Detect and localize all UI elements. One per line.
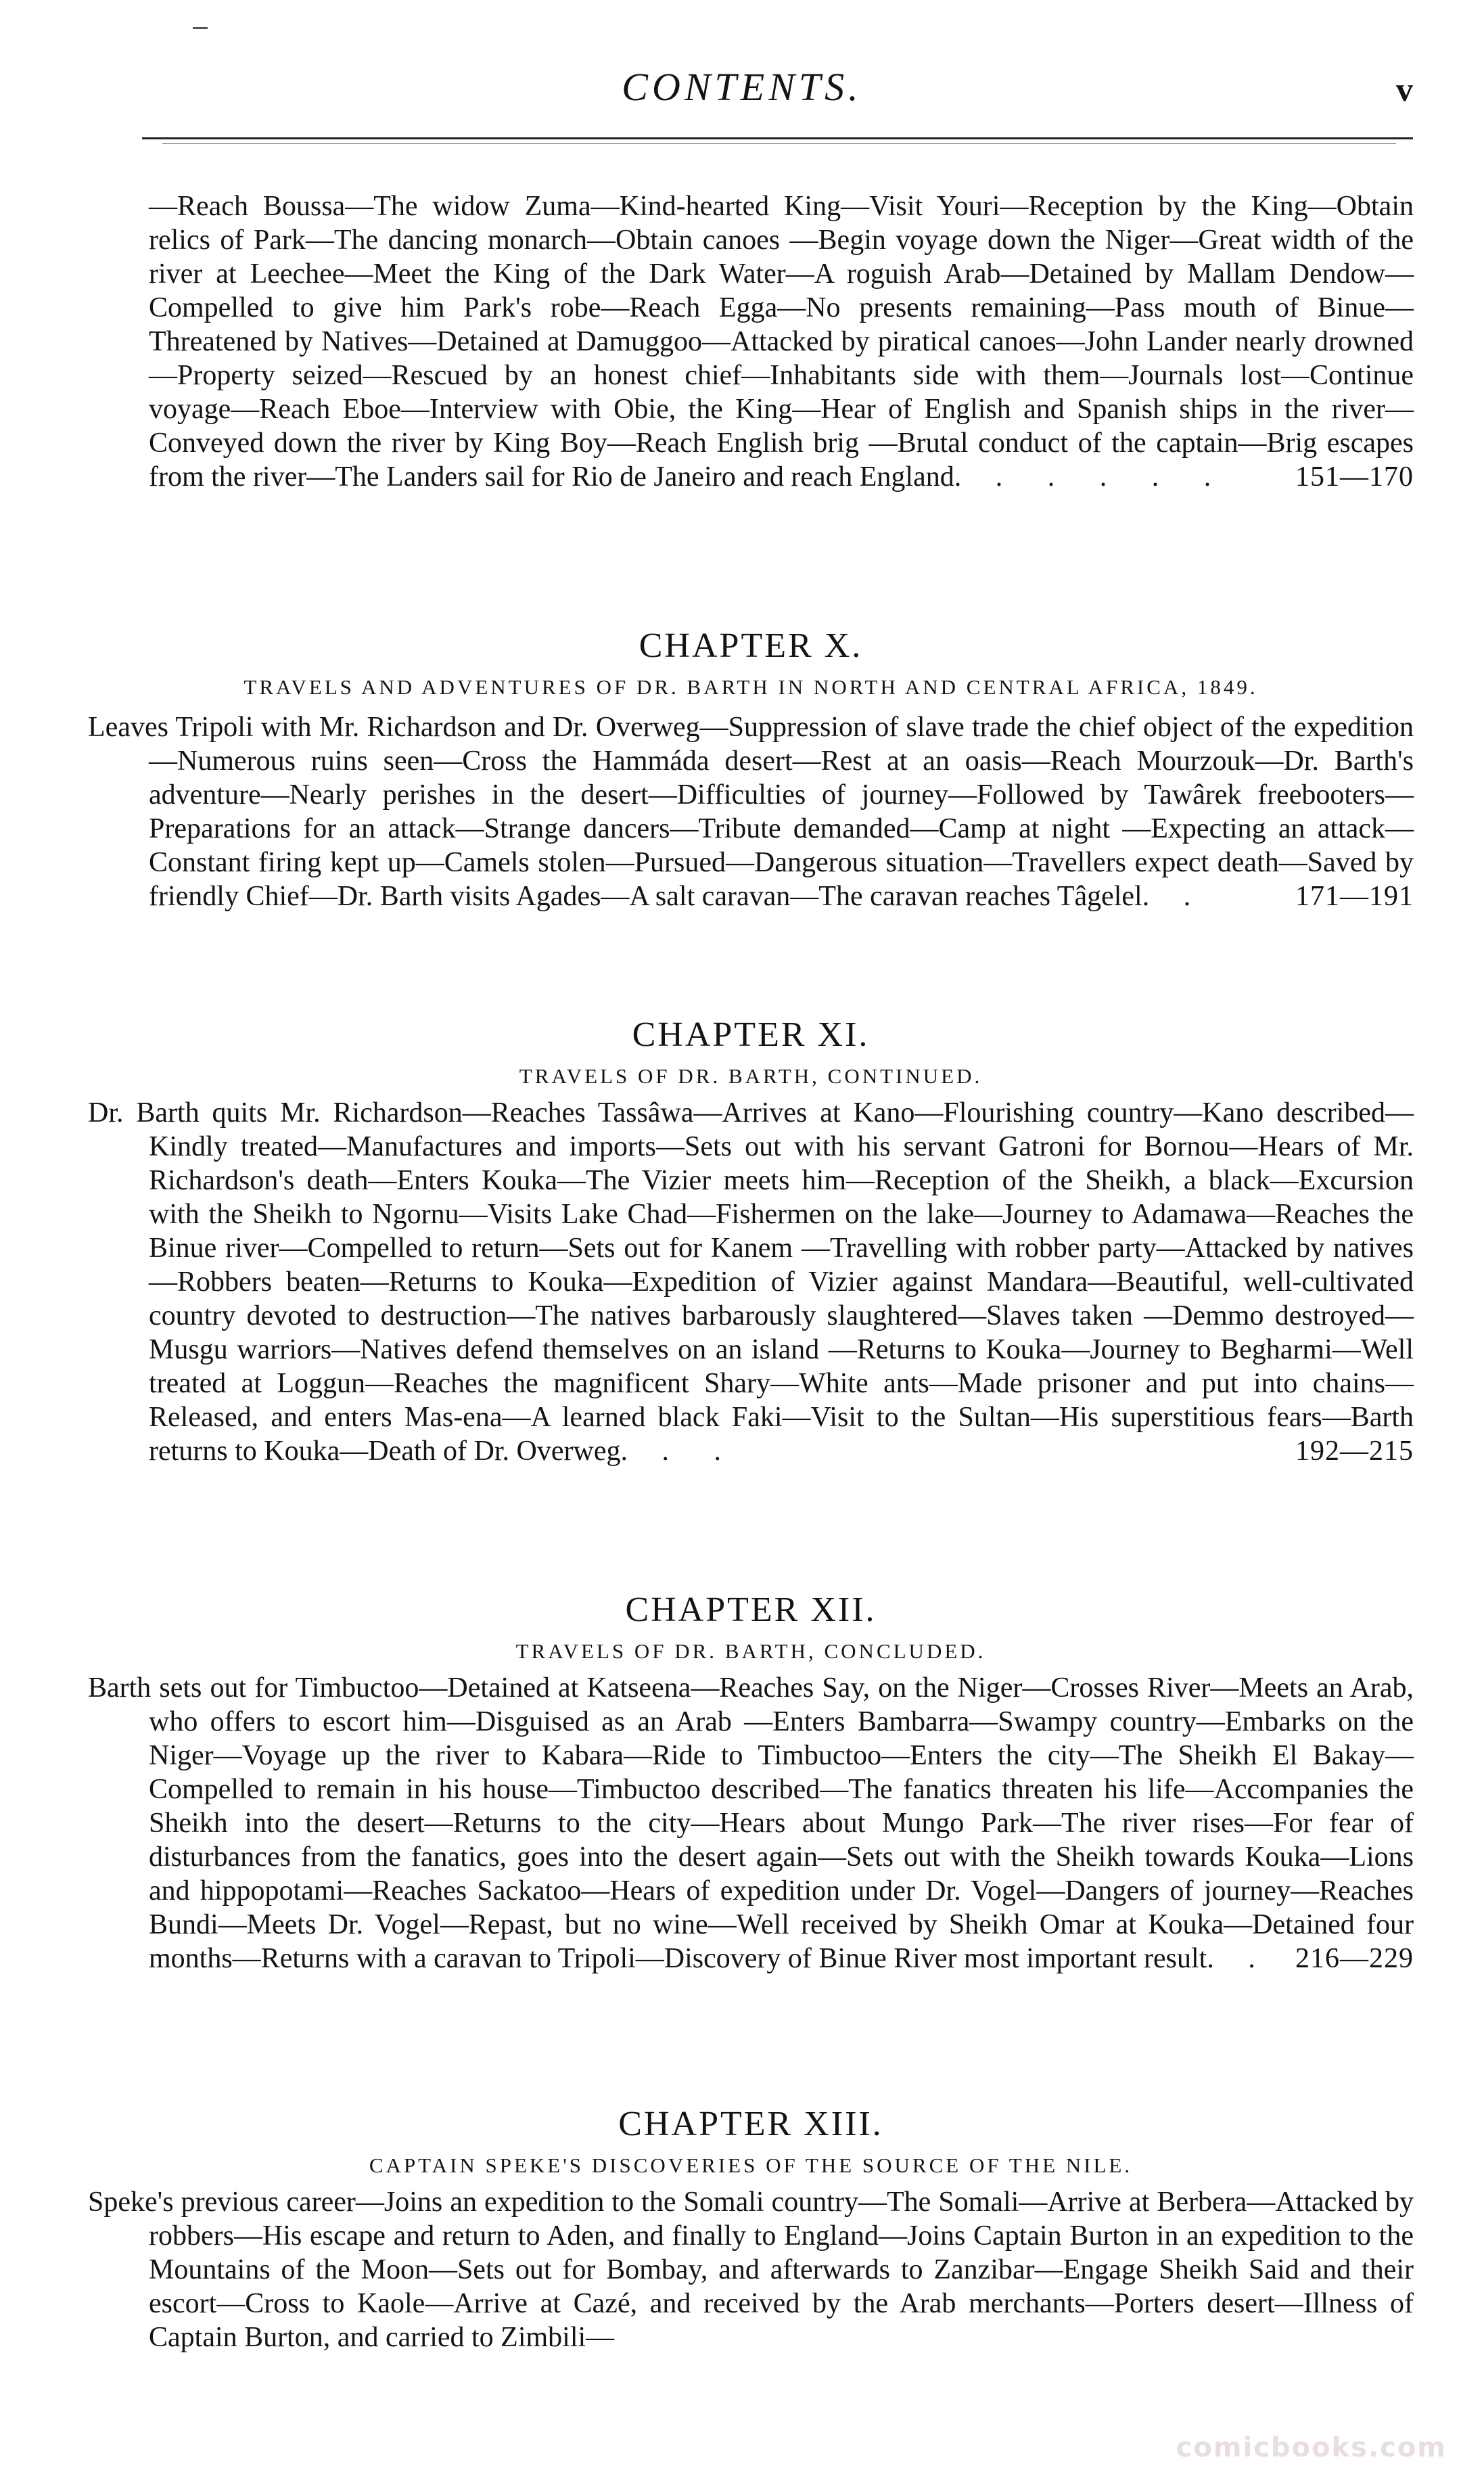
chapter-title: CHAPTER XI. <box>632 1015 870 1054</box>
leader-dots: . <box>1248 1943 1274 1974</box>
intro-entry <box>88 189 1414 494</box>
chapter-entry <box>88 2185 1414 2354</box>
leader-dots: . <box>1183 881 1210 912</box>
entry-text: Dr. Barth quits Mr. Richardson—Reaches Tassâwa—Arrives at Kano—Flourishing country—Kano described—Kindly treated—Manufactures and imports—Sets out with his servant Gatroni for Bornou—Hears of Mr. Richardson's death—Enters Kouka—The Vizier meets him—Reception of the Sheikh, a black—Excursion with the Sheikh to Ngornu—Visits Lake Chad—Fishermen on the lake—Journey to Adamawa—Reaches the Binue river—Compelled to return—Sets out for Kanem —Travelling with robber party—Attacked by natives—Robbers beaten—Returns to Kouka—Expedition of Vizier against Mandara—Beautiful, well-cultivated country devoted to destruction—The natives barbarously slaughtered—Slaves taken —Demmo destroyed—Musgu warriors—Natives defend themselves on an island —Returns to Kouka—Journey to Begharmi—Well treated at Loggun—Reaches the magnificent Shary—White ants—Made prisoner and put into chains—Released, and enters Mas-ena—A learned black Faki—Visit to the Sultan—His superstitious fears—Barth returns to Kouka—Death of Dr. Overweg. <box>88 1097 1414 1467</box>
chapter-subtitle: CAPTAIN SPEKE'S DISCOVERIES OF THE SOURCE OF THE NILE. <box>369 2153 1133 2177</box>
header-rule-thin <box>162 143 1396 144</box>
page-number: v <box>1396 70 1413 108</box>
leader-dots: . . . . . <box>995 461 1230 493</box>
chapter-subtitle: TRAVELS OF DR. BARTH, CONCLUDED. <box>515 1639 986 1663</box>
page-range: 216—229 <box>1295 1943 1414 1974</box>
chapter-title: CHAPTER XIII. <box>618 2105 883 2143</box>
entry-text: Speke's previous career—Joins an expedition to the Somali country—The Somali—Arrive at Berbera—Attacked by robbers—His escape and return to Aden, and finally to England—Joins Captain Burton in an expedition to the Mountains of the Moon—Sets out for Bombay, and afterwards to Zanzibar—Engage Sheikh Said and their escort—Cross to Kaole—Arrive at Cazé, and received by the Arab merchants—Porters desert—Illness of Captain Burton, and carried to Zimbili— <box>88 2187 1414 2353</box>
entry-text: —Reach Boussa—The widow Zuma—Kind-hearted King—Visit Youri—Reception by the King—Obtain relics of Park—The dancing monarch—Obtain canoes —Begin voyage down the Niger—Great width of the river at Leechee—Meet the King of the Dark Water—A roguish Arab—Detained by Mallam Dendow—Compelled to give him Park's robe—Reach Egga—No presents remaining—Pass mouth of Binue—Threatened by Natives—Detained at Damuggoo—Attacked by piratical canoes—John Lander nearly drowned—Property seized—Rescued by an honest chief—Inhabitants side with them—Journals lost—Continue voyage—Reach Eboe—Interview with Obie, the King—Hear of English and Spanish ships in the river—Conveyed down the river by King Boy—Reach English brig —Brutal conduct of the captain—Brig escapes from the river—The Landers sail for Rio de Janeiro and reach England. <box>149 191 1414 493</box>
chapter-subtitle: TRAVELS AND ADVENTURES OF DR. BARTH IN NORTH AND CENTRAL AFRICA, 1849. <box>244 675 1258 699</box>
entry-text: Leaves Tripoli with Mr. Richardson and Dr. Overweg—Suppression of slave trade the chief object of the expedition—Numerous ruins seen—Cross the Hammáda desert—Rest at an oasis—Reach Mourzouk—Dr. Barth's adventure—Nearly perishes in the desert—Difficulties of journey—Followed by Tawârek freebooters—Preparations for an attack—Strange dancers—Tribute demanded—Camp at night —Expecting an attack—Constant firing kept up—Camels stolen—Pursued—Dangerous situation—Travellers expect death—Saved by friendly Chief—Dr. Barth visits Agades—A salt caravan—The caravan reaches Tâgelel. <box>88 712 1414 912</box>
running-head <box>0 64 1484 118</box>
chapter-title: CHAPTER XII. <box>625 1591 877 1629</box>
corner-mark <box>193 27 208 29</box>
entry-text: Barth sets out for Timbuctoo—Detained at Katseena—Reaches Say, on the Niger—Crosses River—Meets an Arab, who offers to escort him—Disguised as an Arab —Enters Bambarra—Swampy country—Embarks on the Niger—Voyage up the river to Kabara—Ride to Timbuctoo—Enters the city—The Sheikh El Bakay—Compelled to remain in his house—Timbuctoo described—The fanatics threaten his life—Accompanies the Sheikh into the desert—Returns to the city—Hears about Mungo Park—The river rises—For fear of disturbances from the fanatics, goes into the desert again—Sets out with the Sheikh towards Kouka—Lions and hippopotami—Reaches Sackatoo—Hears of expedition under Dr. Vogel—Dangers of journey—Reaches Bundi—Meets Dr. Vogel—Repast, but no wine—Well received by Sheikh Omar at Kouka—Detained four months—Returns with a caravan to Tripoli—Discovery of Binue River most important result. <box>88 1672 1414 1974</box>
watermark: comicbooks.com <box>1176 2432 1447 2463</box>
chapter-entry <box>88 710 1414 913</box>
chapter-title: CHAPTER X. <box>639 626 863 665</box>
page-range: 151—170 <box>1295 461 1414 493</box>
chapter-entry <box>88 1096 1414 1468</box>
chapter-entry <box>88 1671 1414 1975</box>
header-rule <box>142 137 1413 139</box>
page-range: 192—215 <box>1295 1436 1414 1467</box>
leader-dots: . . <box>662 1436 740 1467</box>
page-range: 171—191 <box>1295 881 1414 912</box>
chapter-subtitle: TRAVELS OF DR. BARTH, CONTINUED. <box>519 1064 983 1088</box>
running-title: CONTENTS. <box>622 65 862 109</box>
